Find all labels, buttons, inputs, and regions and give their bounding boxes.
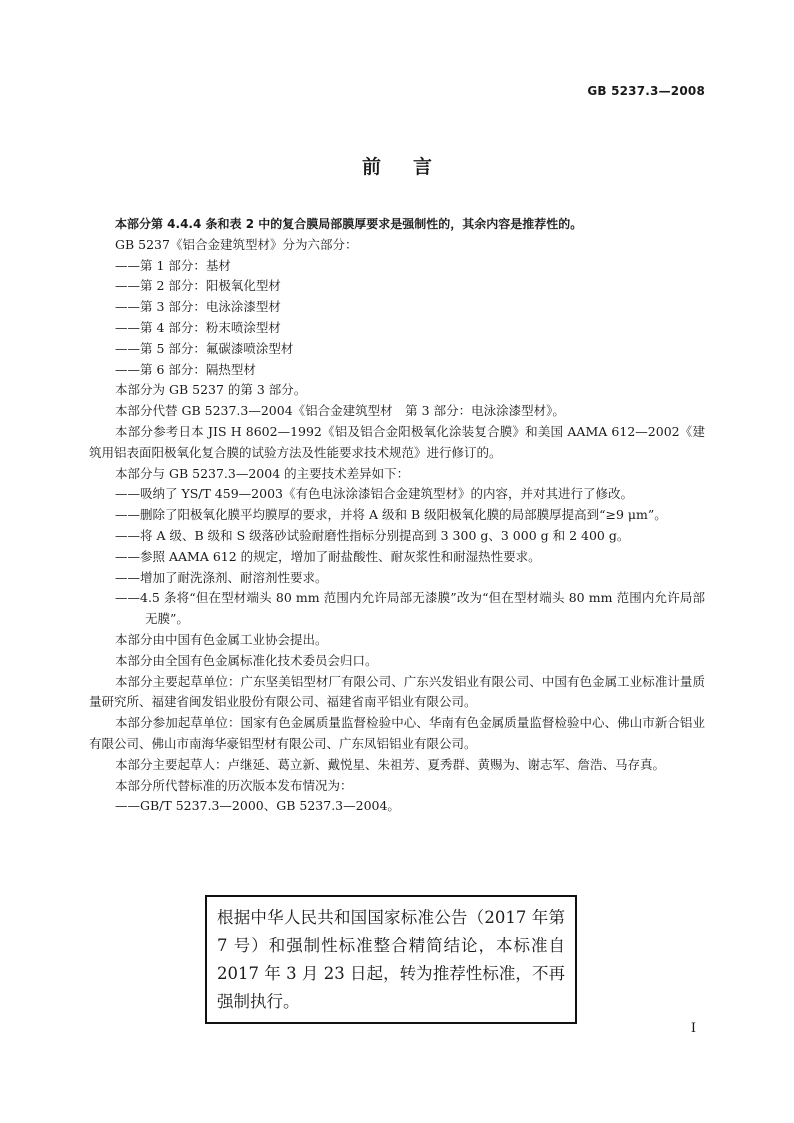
page-title: 前言 [361,156,464,178]
paragraph: 本部分由中国有色金属工业协会提出。 [115,631,328,647]
paragraph: 本部分主要起草单位：广东坚美铝型材厂有限公司、广东兴发铝业有限公司、中国有色金属工业标准计量质量研究所、福建省闽发铝业股份有限公司、福建省南平铝业有限公司。 [89,673,705,710]
paragraph: 本部分参加起草单位：国家有色金属质量监督检验中心、华南有色金属质量监督检验中心、佛山市新合铝业有限公司、佛山市南海华豪铝型材有限公司、广东凤铝铝业有限公司。 [89,715,705,751]
foreword-body [89,214,705,817]
paragraph: 本部分由全国有色金属标准化技术委员会归口。 [115,652,378,668]
status-notice-box: 根据中华人民共和国国家标准公告（2017 年第 7 号）和强制性标准整合精简结论，本标准自 2017 年 3 月 23 日起，转为推荐性标准，不再强制执行。 [205,895,577,1024]
list-item: ——GB/T 5237.3—2000、GB 5237.3—2004。 [115,798,400,814]
paragraph: GB 5237《铝合金建筑型材》分为六部分： [115,236,358,252]
paragraph: 本部分主要起草人：卢继延、葛立新、戴悦星、朱祖芳、夏秀群、黄赐为、谢志军、詹浩、马存真。 [115,756,666,772]
list-item: ——第 5 部分：氟碳漆喷涂型材 [115,340,294,356]
paragraph: 本部分与 GB 5237.3—2004 的主要技术差异如下： [115,465,410,481]
paragraph: 本部分为 GB 5237 的第 3 部分。 [115,382,307,398]
list-item: ——参照 AAMA 612 的规定，增加了耐盐酸性、耐灰浆性和耐湿热性要求。 [115,548,541,564]
page-number: I [690,1021,696,1036]
list-item: ——第 4 部分：粉末喷涂型材 [115,319,281,335]
list-item: ——第 1 部分：基材 [115,257,231,273]
paragraph: 本部分所代替标准的历次版本发布情况为： [115,777,353,793]
list-item: ——将 A 级、B 级和 S 级落砂试验耐磨性指标分别提高到 3 300 g、3 000 g 和 2 400 g。 [115,527,630,543]
list-item: ——第 3 部分：电泳涂漆型材 [115,299,281,315]
standard-code: GB 5237.3—2008 [587,84,705,98]
list-item: ——增加了耐洗涤剂、耐溶剂性要求。 [115,569,328,585]
list-item: ——第 6 部分：隔热型材 [115,361,256,377]
list-item: ——4.5 条将“但在型材端头 80 mm 范围内允许局部无漆膜”改为“但在型材端头 80 mm 范围内允许局部无膜”。 [115,590,705,627]
paragraph: 本部分代替 GB 5237.3—2004《铝合金建筑型材 第 3 部分：电泳涂漆型材》。 [115,403,565,419]
list-item: ——吸纳了 YS/T 459—2003《有色电泳涂漆铝合金建筑型材》的内容，并对其进行了修改。 [115,486,633,502]
mandatory-statement: 本部分第 4.4.4 条和表 2 中的复合膜局部膜厚要求是强制性的，其余内容是推荐性的。 [115,217,583,231]
list-item: ——删除了阳极氧化膜平均膜厚的要求，并将 A 级和 B 级阳极氧化膜的局部膜厚提高到“≥9 μm”。 [115,507,667,523]
list-item: ——第 2 部分：阳极氧化型材 [115,278,281,294]
paragraph: 本部分参考日本 JIS H 8602—1992《铝及铝合金阳极氧化涂装复合膜》和美国 AAMA 612—2002《建筑用铝表面阳极氧化复合膜的试验方法及性能要求技术规范》进行修订的。 [89,423,705,460]
